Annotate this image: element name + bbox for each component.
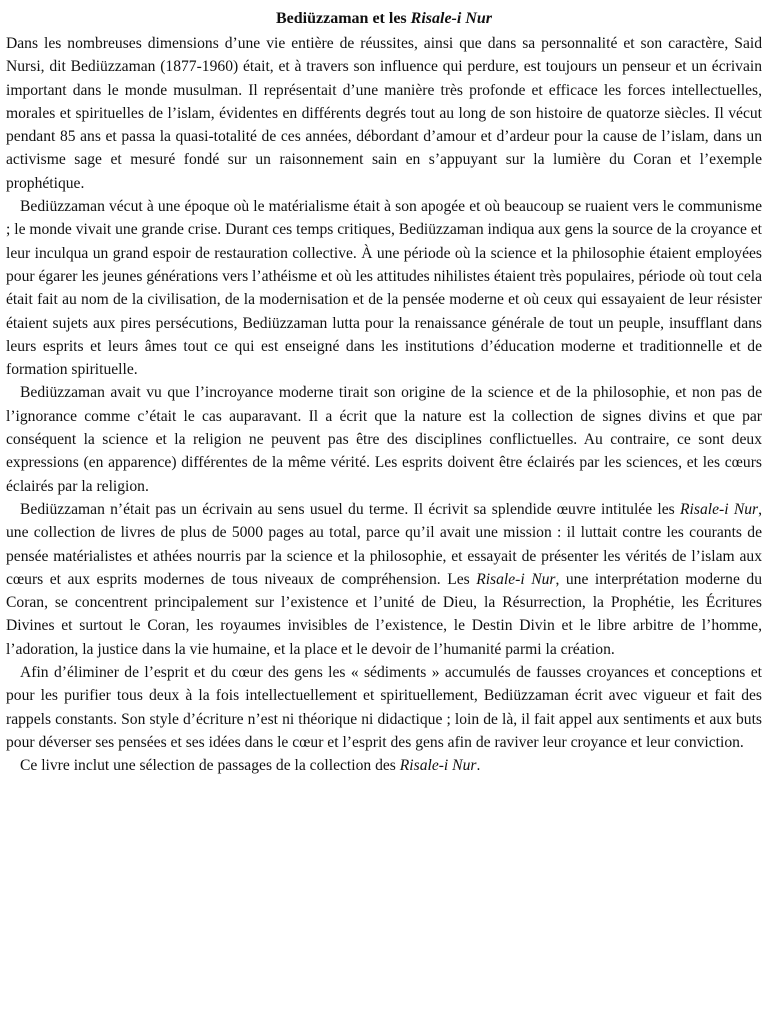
paragraph-4-text-c: , une interprétation moderne du Coran, se concentrent principalement sur l’existence et l’unité de Dieu, la Résurrection, la Prophétie, les Écritures Divines et surtout le Coran, les royaumes invisibles de l’existence, le Destin Divin et le libre arbitre de l’homme, l’adoration, la justice dans la vie humaine, et la place et le devoir de l’humanité parmi la création. <box>6 570 762 658</box>
paragraph-1: Dans les nombreuses dimensions d’une vie entière de réussites, ainsi que dans sa personnalité et son caractère, Said Nursi, dit Bediüzzaman (1877-1960) était, et à travers son influence qui perdure, est toujours un penseur et un écrivain important dans le monde musulman. Il représentait d’une manière très profonde et efficace les forces intellectuelles, morales et spirituelles de l’islam, évidentes en différents degrés tout au long de son histoire de quatorze siècles. Il vécut pendant 85 ans et passa la quasi-totalité de ces années, débordant d’amour et d’ardeur pour la cause de l’islam, dans un activisme sage et mesuré fondé sur un raisonnement sain en s’appuyant sur la lumière du Coran et l’exemple prophétique. <box>6 35 762 192</box>
paragraph-5: Afin d’éliminer de l’esprit et du cœur des gens les « sédiments » accumulés de fausses croyances et conceptions et pour les purifier tous deux à la fois intellectuellement et spirituellement, Bediüzzaman écrit avec vigueur et fait des rappels constants. Son style d’écriture n’est ni théorique ni didactique ; loin de là, il fait appel aux sentiments et aux buts pour déverser ses pensées et ses idées dans le cœur et l’esprit des gens afin de raviver leur croyance et leur conviction. <box>6 664 762 751</box>
paragraph-4 <box>6 498 762 661</box>
paragraph-4-text-b: , une collection de livres de plus de 5000 pages au total, parce qu’il avait une mission : il luttait contre les courants de pensée matérialistes et athées nourris par la science et la philosophie, et essayait de présenter les vérités de l’islam aux cœurs et aux esprits modernes de tous niveaux de compréhension. Les <box>6 500 762 588</box>
paragraph-6 <box>6 754 762 777</box>
paragraph-4-italic-2: Risale-i Nur <box>476 570 556 588</box>
document-title <box>6 8 762 30</box>
paragraph-6-text-b: . <box>476 757 481 775</box>
paragraph-4-italic-1: Risale-i Nur <box>680 500 759 518</box>
paragraph-2: Bediüzzaman vécut à une époque où le matérialisme était à son apogée et où beaucoup se ruaient vers le communisme ; le monde vivait une grande crise. Durant ces temps critiques, Bediüzzaman indiqua aux gens la source de la croyance et leur inculqua un grand espoir de restauration collective. À une période où la science et la philosophie étaient employées pour égarer les jeunes générations vers l’athéisme et où les attitudes nihilistes étaient très populaires, période où tout cela était fait au nom de la civilisation, de la modernisation et de la pensée moderne et où ceux qui essayaient de leur résister étaient sujets aux pires persécutions, Bediüzzaman lutta pour la renaissance générale de tout un peuple, insufflant dans leurs esprits et leurs âmes tout ce qui est enseigné dans les institutions d’éducation moderne et traditionnelle et de formation spirituelle. <box>6 198 763 379</box>
paragraph-3: Bediüzzaman avait vu que l’incroyance moderne tirait son origine de la science et de la philosophie, et non pas de l’ignorance comme c’était le cas auparavant. Il a écrit que la nature est la collection de signes divins et que par conséquent la science et la religion ne peuvent pas être des disciplines conflictuelles. Au contraire, ce sont deux expressions (en apparence) différentes de la même vérité. Les esprits doivent être éclairés par les sciences, et les cœurs éclairés par la religion. <box>6 384 762 495</box>
title-text: Bediüzzaman et les <box>276 10 411 27</box>
paragraph-4-text-a: Bediüzzaman n’était pas un écrivain au sens usuel du terme. Il écrivit sa splendide œuvre intitulée les <box>20 500 681 518</box>
paragraph-6-text-a: Ce livre inclut une sélection de passages de la collection des <box>20 757 400 775</box>
paragraph-6-italic: Risale-i Nur <box>399 757 477 775</box>
document-page <box>6 8 762 778</box>
title-italic-text: Risale-i Nur <box>410 10 492 27</box>
